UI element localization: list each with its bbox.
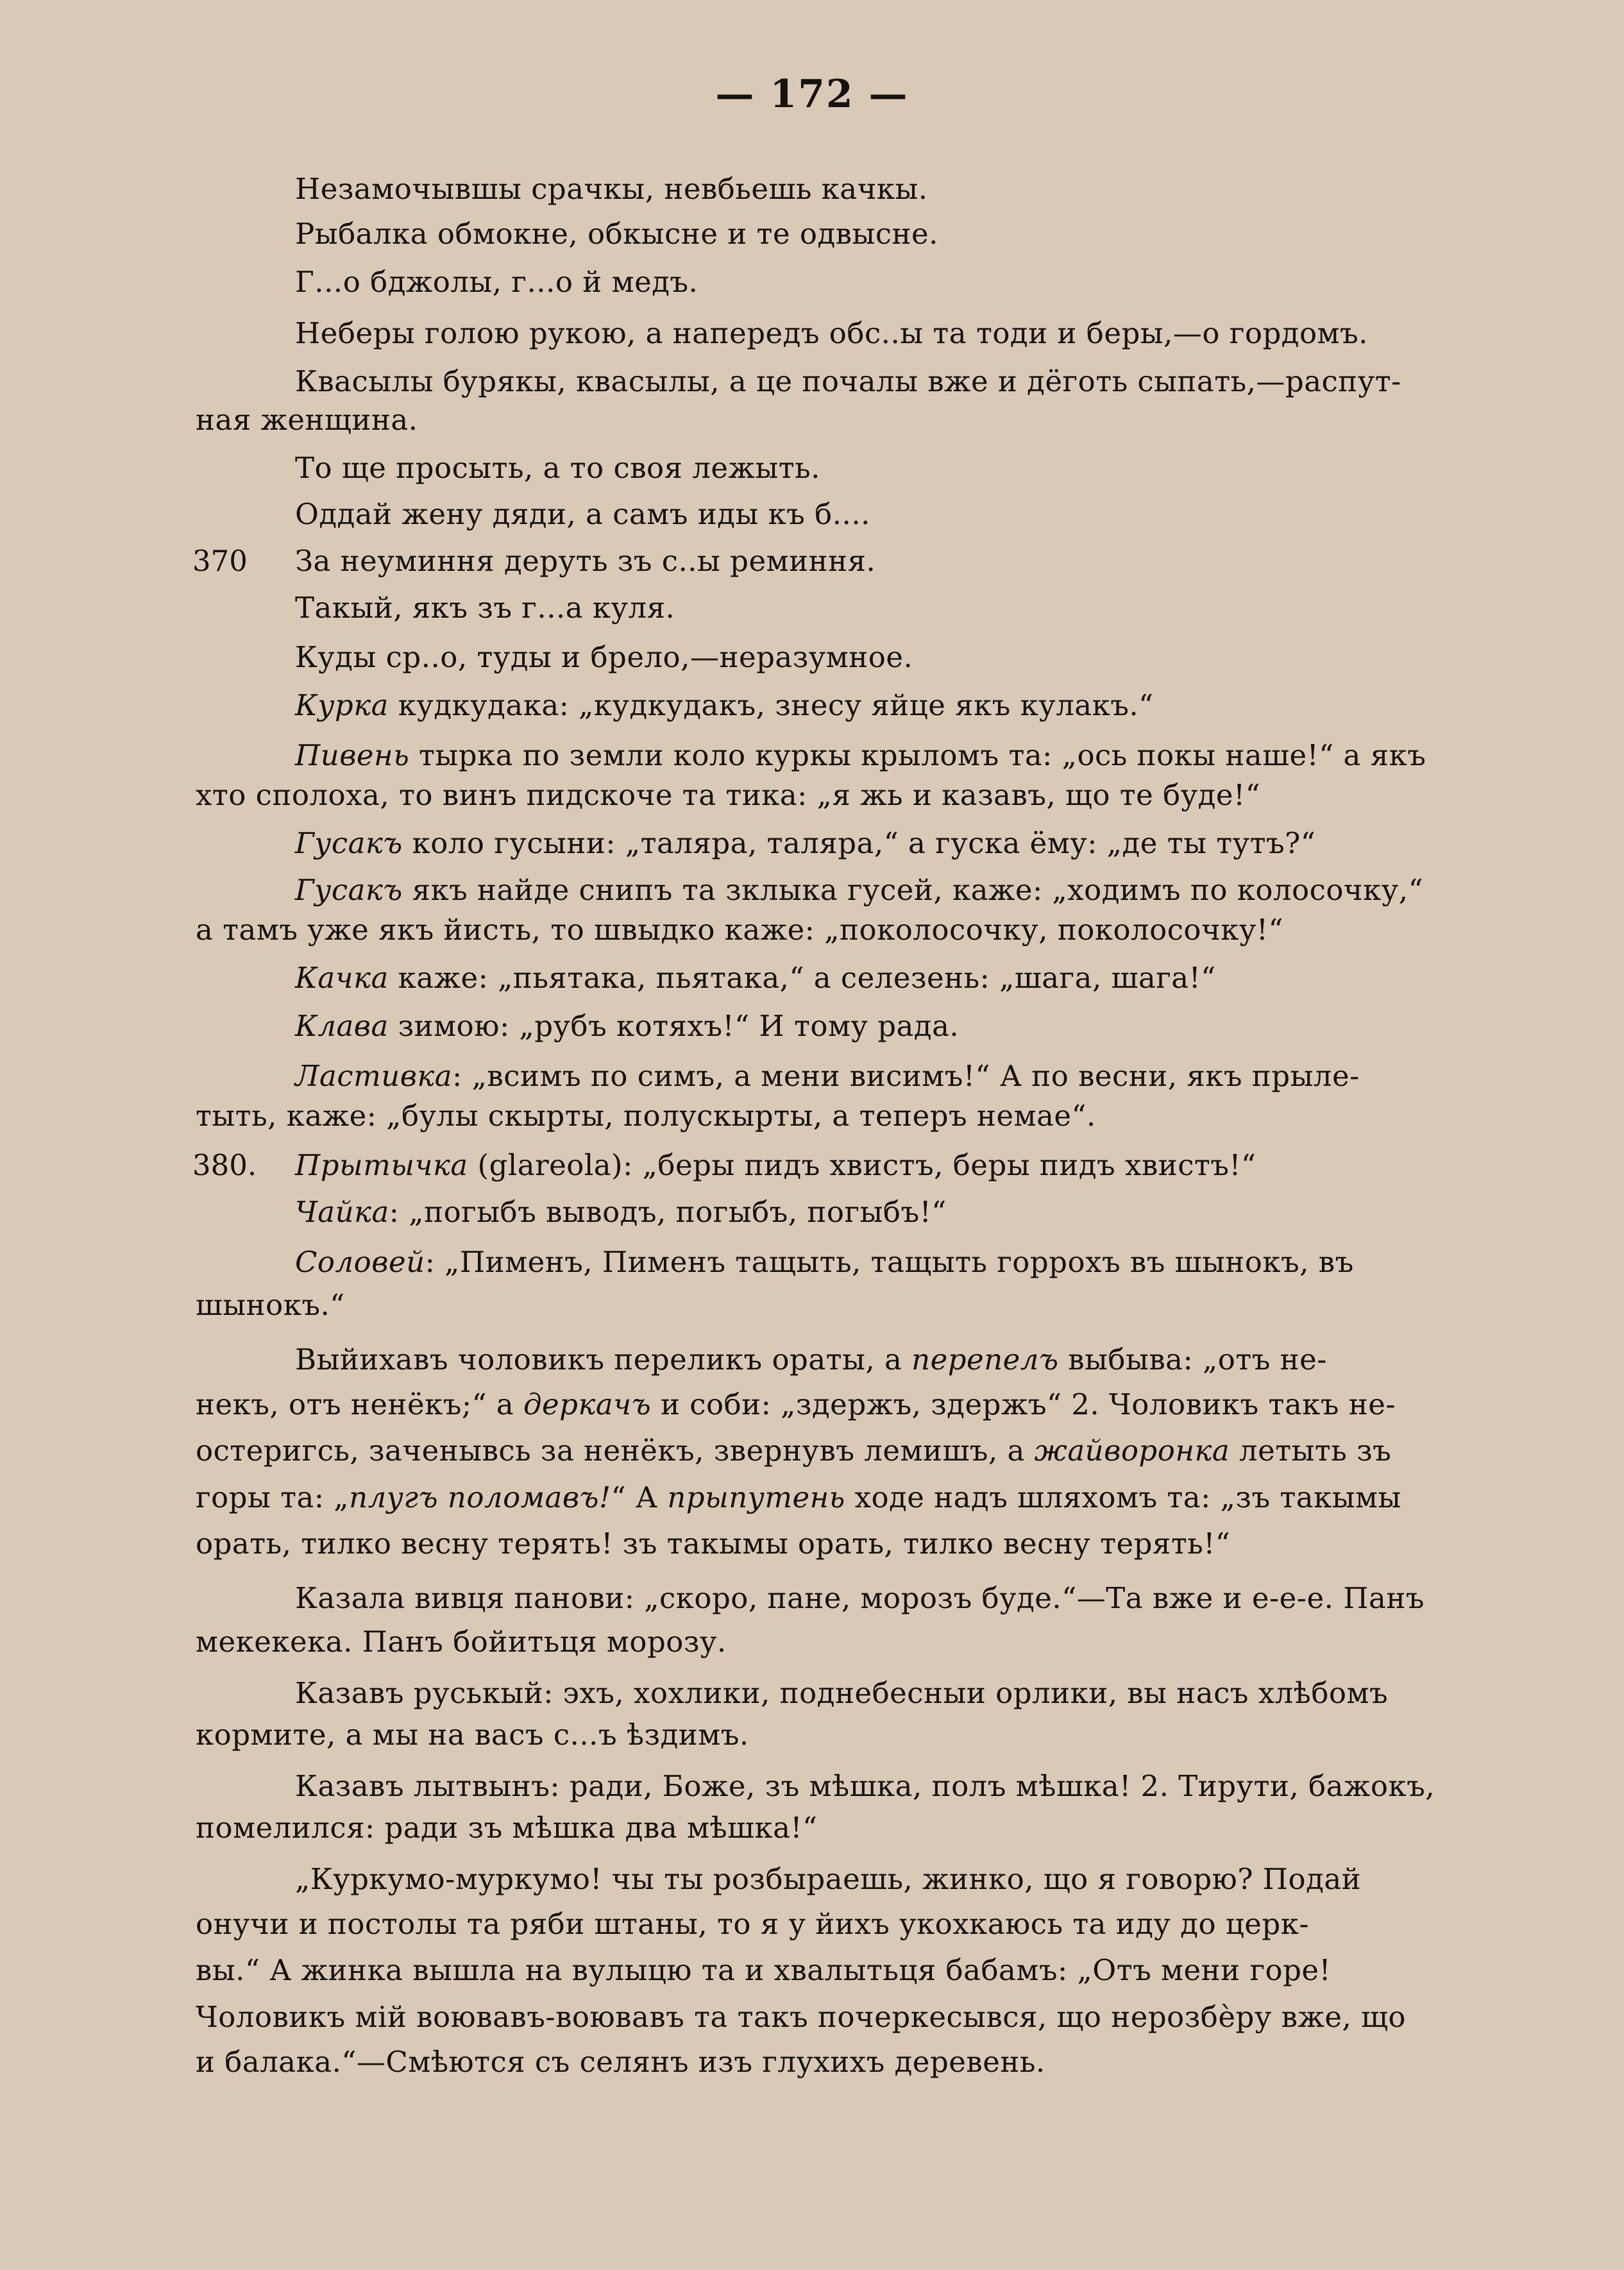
text-line: Куды ср..о, туды и брело,—неразумное.: [295, 640, 913, 674]
text-line: То ще просыть, а то своя лежыть.: [295, 451, 820, 485]
text-line: помелился: ради зъ мѣшка два мѣшка!“: [196, 1811, 818, 1845]
text-line: некъ, отъ ненёкъ;“ а деркачъ и соби: „здержъ, здержъ“ 2. Чоловикъ такъ не-: [196, 1387, 1396, 1421]
text-line: Курка кудкудака: „кудкудакъ, знесу яйце якъ кулакъ.“: [295, 688, 1154, 722]
line-number: 380.: [192, 1148, 257, 1182]
text-line: Казавъ лытвынъ: ради, Боже, зъ мѣшка, полъ мѣшка! 2. Тирути, бажокъ,: [295, 1769, 1435, 1803]
text-line: Соловей: „Пименъ, Пименъ тащыть, тащыть горрохъ въ шынокъ, въ: [295, 1245, 1354, 1279]
text-line: и балака.“—Смѣются съ селянъ изъ глухихъ деревень.: [196, 2045, 1045, 2079]
text-line: Рыбалка обмокне, обкысне и те одвысне.: [295, 217, 938, 251]
text-line: остеригсь, заченывсь за ненёкъ, звернувъ лемишъ, а жайворонка летыть зъ: [196, 1434, 1392, 1468]
text-line: кормите, а мы на васъ с...ъ ѣздимъ.: [196, 1718, 749, 1752]
text-line: тыть, каже: „булы скырты, полускырты, а теперъ немае“.: [196, 1099, 1096, 1133]
text-line: Казала вивця панови: „скоро, пане, морозъ буде.“—Та вже и е-е-е. Панъ: [295, 1581, 1425, 1615]
text-line: а тамъ уже якъ йисть, то швыдко каже: „поколосочку, поколосочку!“: [196, 913, 1283, 947]
line-number: 370: [192, 544, 248, 578]
text-line: Оддай жену дяди, а самъ иды къ б....: [295, 497, 870, 531]
text-line: онучи и постолы та ряби штаны, то я у йихъ укохкаюсь та иду до церк-: [196, 1907, 1310, 1941]
text-line: Г...о бджолы, г...о й медъ.: [295, 265, 698, 299]
text-line: шынокъ.“: [196, 1288, 345, 1322]
text-line: ная женщина.: [196, 403, 418, 437]
text-line: Клава зимою: „рубъ котяхъ!“ И тому рада.: [295, 1009, 960, 1043]
text-line: Прытычка (glareola): „беры пидъ хвистъ, беры пидъ хвистъ!“: [295, 1148, 1256, 1182]
text-line: Гусакъ якъ найде снипъ та зклыка гусей, каже: „ходимъ по колосочку,“: [295, 873, 1424, 907]
text-line: Гусакъ коло гусыни: „таляра, талярa,“ а гуска ёму: „де ты тутъ?“: [295, 826, 1316, 860]
text-line: Незамочывшы срачкы, невбьешь качкы.: [295, 172, 928, 206]
text-line: вы.“ А жинка вышла на вулыцю та и хвалытьця бабамъ: „Отъ мени горе!: [196, 1953, 1332, 1987]
text-line: За неуминня деруть зъ с..ы реминня.: [295, 544, 876, 578]
text-line: Квасылы бурякы, квасылы, а це почалы вже и дёготь сыпать,—распут-: [295, 364, 1401, 398]
text-line: „Куркумо-муркумо! чы ты розбыраешь, жинко, що я говорю? Подай: [295, 1862, 1362, 1896]
text-line: Ластивка: „всимъ по симъ, а мени висимъ!“ А по весни, якъ прыле-: [295, 1059, 1360, 1093]
text-line: горы та: „плугъ поломавъ!“ А прыпутень ходе надъ шляхомъ та: „зъ такымы: [196, 1480, 1401, 1514]
text-line: Пивень тырка по земли коло куркы крыломъ та: „ось покы наше!“ а якъ: [295, 738, 1426, 772]
text-line: Неберы голою рукою, а напередъ обс..ы та тоди и беры,—о гордомъ.: [295, 316, 1368, 350]
text-line: Такый, якъ зъ г...а куля.: [295, 591, 675, 625]
text-line: хто сполоха, то винъ пидскоче та тика: „я жь и казавъ, що те буде!“: [196, 778, 1261, 812]
text-line: орать, тилко весну терять! зъ такымы орать, тилко весну терять!“: [196, 1527, 1231, 1561]
text-line: Качка каже: „пьятака, пьятака,“ а селезень: „шага, шага!“: [295, 961, 1216, 995]
text-line: Выйихавъ чоловикъ переликъ ораты, а перепелъ выбыва: „отъ не-: [295, 1343, 1328, 1376]
text-line: Казавъ руськый: эхъ, хохлики, поднебесныи орлики, вы насъ хлѣбомъ: [295, 1676, 1389, 1710]
text-line: Чоловикъ мій воювавъ-воювавъ та такъ почеркесывся, що нерозбèру вже, що: [196, 2000, 1407, 2034]
text-line: мекекека. Панъ бойитьця морозу.: [196, 1625, 727, 1659]
text-line: Чайка: „погыбъ выводъ, погыбъ, погыбъ!“: [295, 1195, 947, 1229]
page-number: — 172 —: [715, 72, 909, 117]
